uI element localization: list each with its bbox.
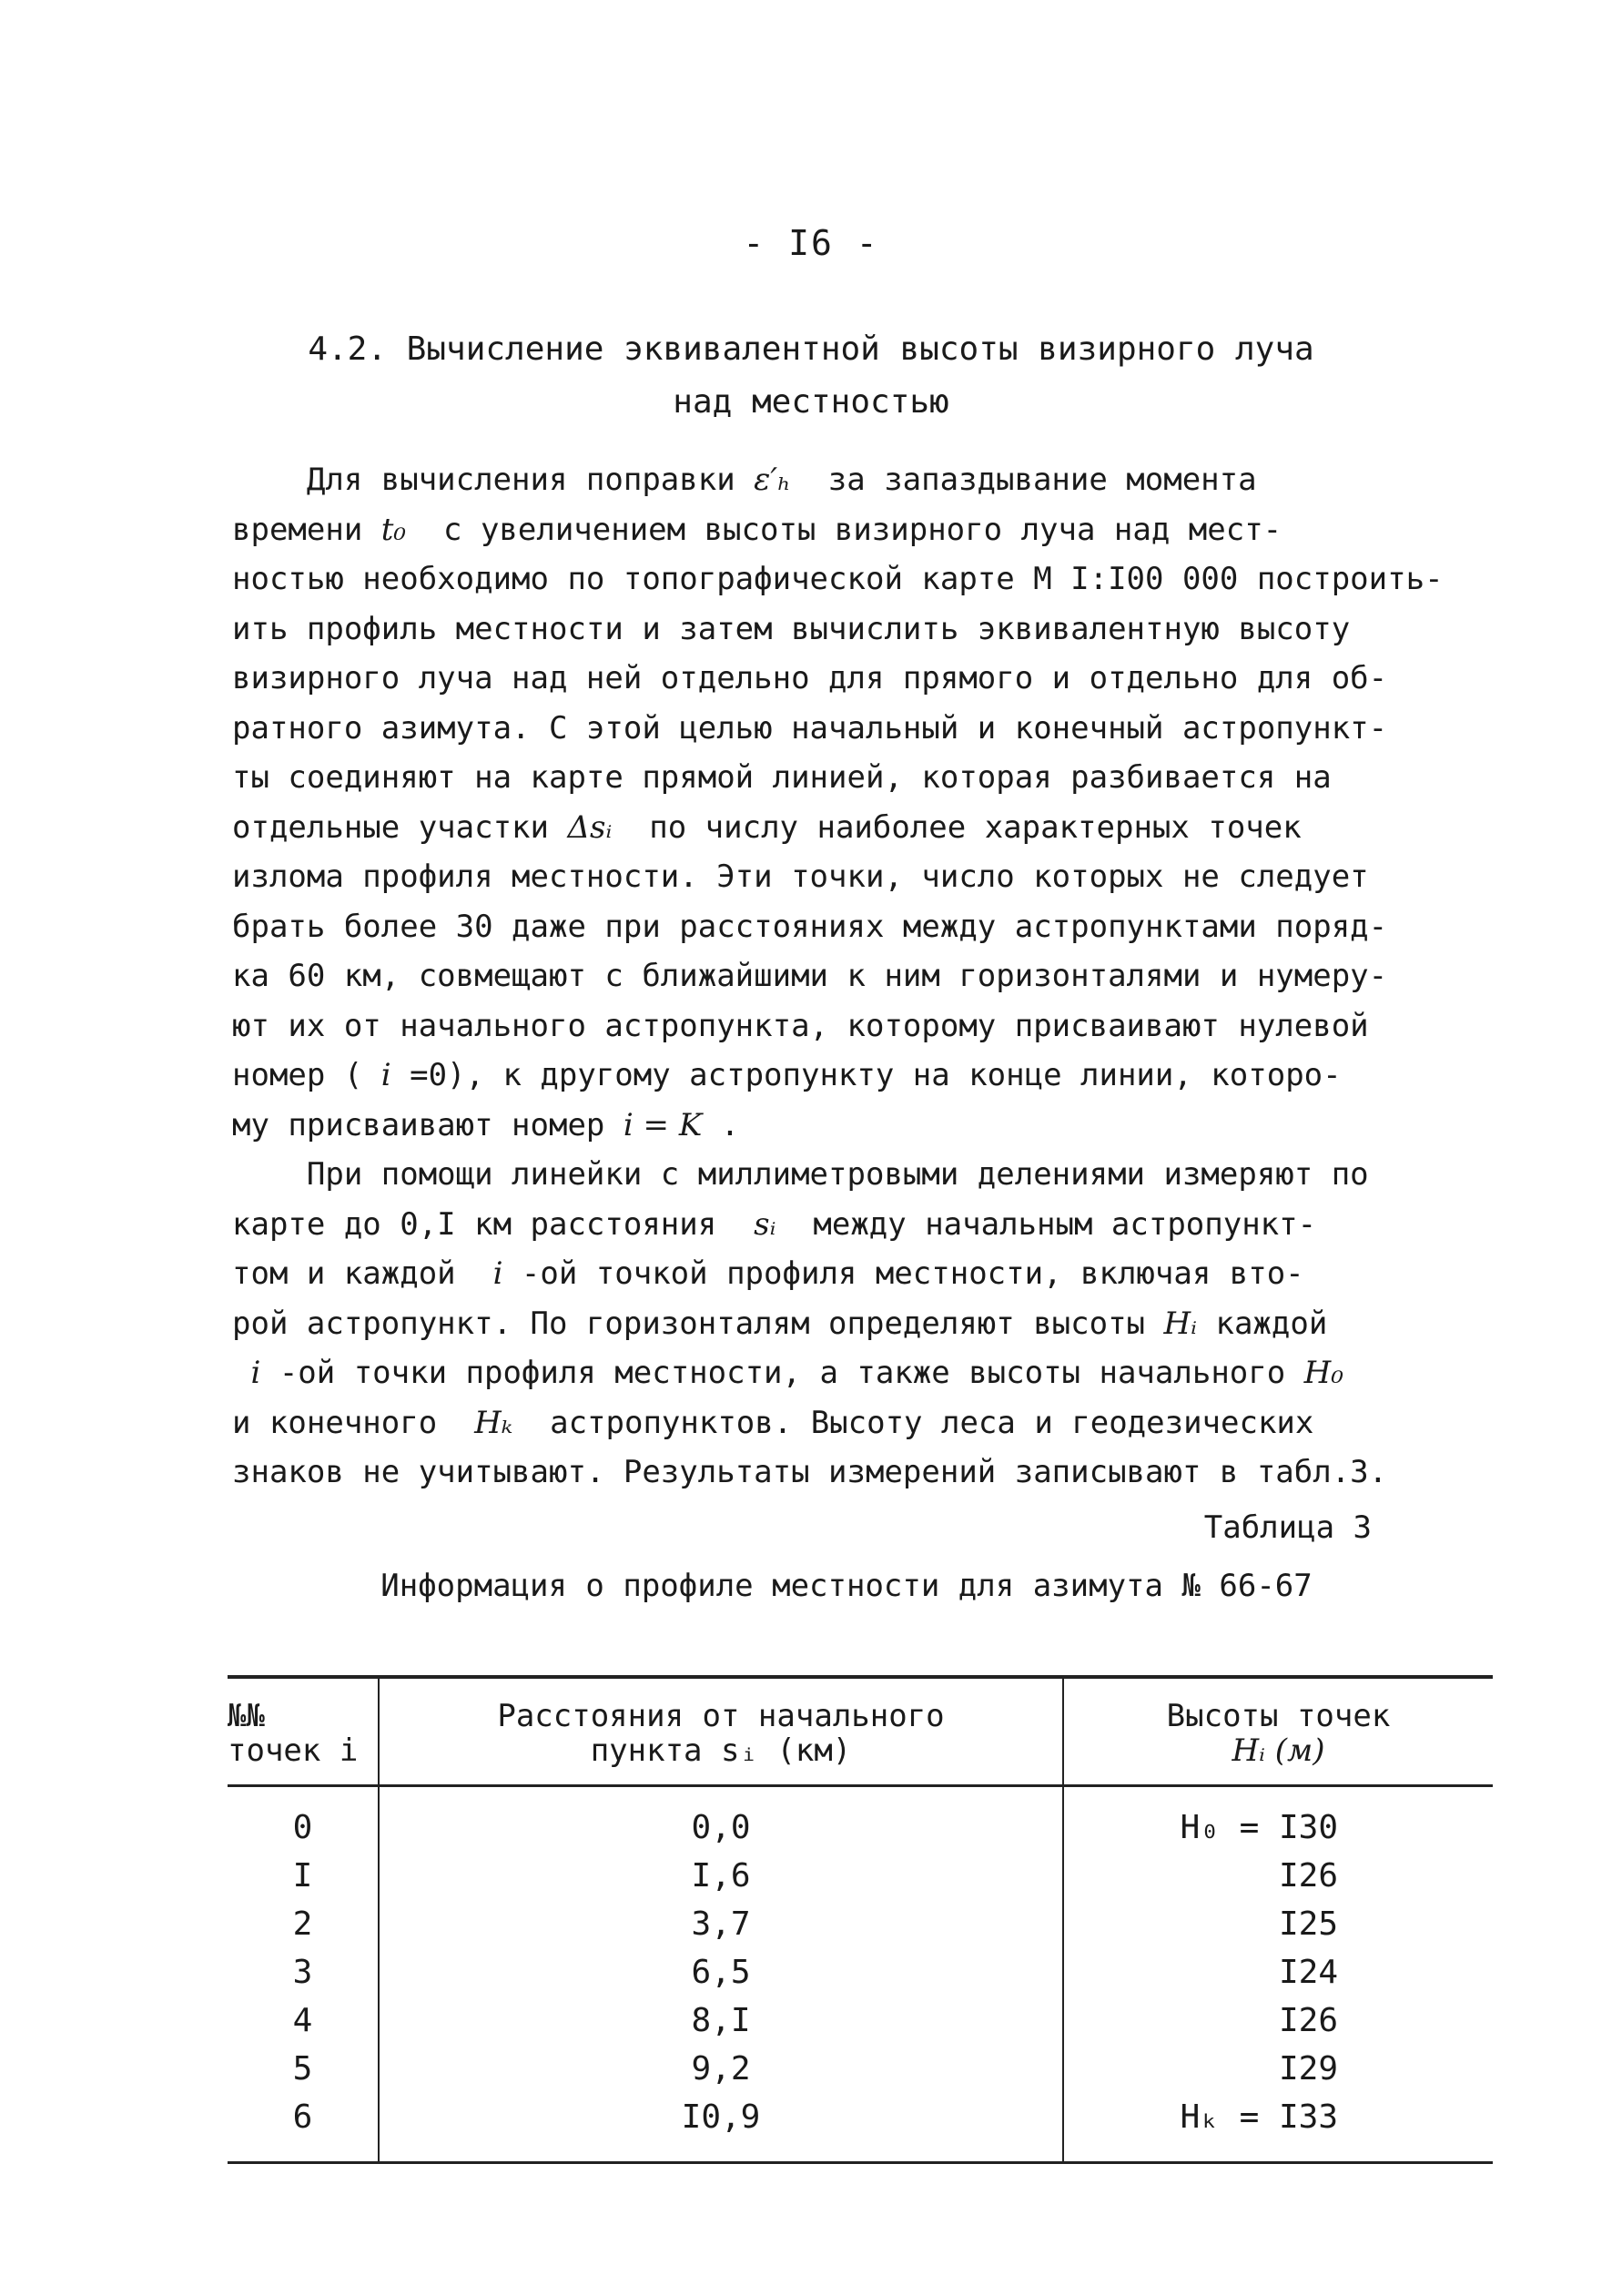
text-span: рой астропункт. По горизонталям определяют высоты bbox=[232, 1305, 1164, 1342]
header-text: №№ bbox=[228, 1698, 265, 1734]
cell-height: I25 bbox=[1278, 1905, 1338, 1943]
text-line bbox=[232, 554, 1470, 604]
cell-distance: 9,2 bbox=[379, 2045, 1063, 2093]
cell-point-index: 5 bbox=[228, 2045, 379, 2093]
symbol-hk: Hₖ bbox=[474, 1404, 513, 1441]
cell-point-index: 4 bbox=[228, 1996, 379, 2045]
text-span: по числу наиболее характерных точек bbox=[612, 808, 1302, 846]
text-line: брать более 30 даже при расстояниях между астропунктами поряд- bbox=[232, 908, 1388, 945]
cell-distance: 6,5 bbox=[379, 1948, 1063, 1996]
symbol-h0: H₀ bbox=[1303, 1355, 1343, 1391]
text-line bbox=[232, 1101, 1470, 1151]
symbol-epsilon: ε′ₕ bbox=[754, 462, 791, 498]
cell-distance: I0,9 bbox=[379, 2093, 1063, 2163]
text-span: отдельные участки bbox=[232, 808, 568, 846]
text-line bbox=[232, 1348, 1470, 1398]
symbol-h-i: Hᵢ bbox=[1163, 1305, 1197, 1342]
symbol-delta-s: Δsᵢ bbox=[567, 808, 613, 846]
symbol-i-equals-k: i = K bbox=[623, 1106, 703, 1143]
cell-distance: 3,7 bbox=[379, 1900, 1063, 1948]
text-span: астропунктов. Высоту леса и геодезических bbox=[512, 1404, 1314, 1441]
header-text: Высоты точек bbox=[1166, 1698, 1391, 1734]
text-span: между начальным астропункт- bbox=[776, 1205, 1317, 1243]
symbol-i: i bbox=[250, 1355, 261, 1391]
heading-line-1: 4.2. Вычисление эквивалентной высоты визирного луча bbox=[308, 330, 1314, 368]
text-span: том и каждой bbox=[232, 1255, 493, 1292]
text-span: - bbox=[1424, 561, 1444, 597]
cell-point-index: 2 bbox=[228, 1900, 379, 1948]
cell-distance: I,6 bbox=[379, 1852, 1063, 1900]
text-line: ить профиль местности и затем вычислить эквивалентную высоту bbox=[232, 610, 1351, 647]
text-span: . bbox=[702, 1106, 740, 1143]
table-row bbox=[228, 1996, 1493, 2045]
cell-height: I26 bbox=[1278, 1857, 1338, 1895]
header-text: точек i bbox=[228, 1732, 359, 1769]
text-span: му присваивают номер bbox=[232, 1106, 623, 1143]
cell-point-index: 6 bbox=[228, 2093, 379, 2163]
cell-point-index: I bbox=[228, 1852, 379, 1900]
header-point-number bbox=[228, 1677, 379, 1786]
text-span: времени bbox=[232, 511, 381, 548]
header-text: пункта sᵢ (км) bbox=[590, 1732, 852, 1769]
text-span: за запаздывание момента bbox=[790, 462, 1257, 498]
text-span: с увеличением высоты визирного луча над мест- bbox=[406, 511, 1282, 548]
text-span: =0), к другому астропункту на конце линии, которо- bbox=[390, 1057, 1342, 1093]
text-span: ностью необходимо по топографической карте М I:I00 000 построить bbox=[232, 561, 1425, 597]
header-height bbox=[1063, 1677, 1493, 1786]
cell-distance: 0,0 bbox=[379, 1786, 1063, 1853]
cell-height: Hₖ = I33 bbox=[1063, 2093, 1493, 2163]
text-line: ка 60 км, совмещают с ближайшими к ним горизонталями и нумеру- bbox=[232, 958, 1388, 994]
table-header-row bbox=[228, 1677, 1493, 1786]
table-row bbox=[228, 2045, 1493, 2093]
text-span: и конечного bbox=[232, 1404, 475, 1441]
symbol-t0: t₀ bbox=[380, 511, 407, 548]
text-span: каждой bbox=[1197, 1305, 1328, 1342]
profile-table bbox=[228, 1675, 1493, 2164]
header-distance bbox=[379, 1677, 1063, 1786]
text-line: ют их от начального астропункта, которому присваивают нулевой bbox=[232, 1007, 1369, 1044]
text-span: Для вычисления поправки bbox=[232, 462, 755, 498]
table-row bbox=[228, 1786, 1493, 1853]
text-line bbox=[232, 1299, 1470, 1349]
text-line: При помощи линейки с миллиметровыми делениями измеряют по bbox=[232, 1156, 1369, 1193]
cell-height: I29 bbox=[1278, 2050, 1338, 2088]
text-span: -ой точкой профиля местности, включая вто- bbox=[502, 1255, 1304, 1292]
table-row bbox=[228, 2093, 1493, 2163]
page-number: - I6 - bbox=[743, 223, 879, 263]
symbol-i: i bbox=[380, 1057, 391, 1093]
symbol-s-i: sᵢ bbox=[754, 1205, 776, 1243]
text-line: знаков не учитывают. Результаты измерений записывают в табл.3. bbox=[232, 1454, 1388, 1490]
body-text bbox=[232, 455, 1470, 1498]
table-number: Таблица 3 bbox=[1203, 1509, 1372, 1546]
text-span: номер ( bbox=[232, 1057, 381, 1093]
text-line bbox=[232, 1398, 1470, 1448]
cell-height: H₀ = I30 bbox=[1180, 1809, 1338, 1846]
text-line: излома профиля местности. Эти точки, число которых не следует bbox=[232, 858, 1369, 895]
table-row bbox=[228, 1852, 1493, 1900]
table-row bbox=[228, 1900, 1493, 1948]
cell-point-index: 0 bbox=[228, 1786, 379, 1853]
cell-distance: 8,I bbox=[379, 1996, 1063, 2045]
table-title: Информация о профиле местности для азимута № 66-67 bbox=[380, 1568, 1313, 1604]
text-span: -ой точки профиля местности, а также высоты начального bbox=[260, 1355, 1304, 1391]
header-text: Расстояния от начального bbox=[497, 1698, 945, 1734]
text-line bbox=[232, 1200, 1470, 1250]
section-heading bbox=[0, 323, 1622, 429]
text-line bbox=[232, 505, 1470, 555]
cell-height: I26 bbox=[1278, 2002, 1338, 2039]
symbol-i: i bbox=[492, 1255, 503, 1292]
text-line bbox=[232, 803, 1470, 853]
text-span bbox=[232, 1355, 250, 1391]
cell-point-index: 3 bbox=[228, 1948, 379, 1996]
heading-line-2: над местностью bbox=[673, 383, 949, 421]
table-row bbox=[228, 1948, 1493, 1996]
cell-height: I24 bbox=[1278, 1954, 1338, 1991]
text-line: визирного луча над ней отдельно для прямого и отдельно для об- bbox=[232, 660, 1388, 696]
text-line: ты соединяют на карте прямой линией, которая разбивается на bbox=[232, 759, 1332, 796]
text-span: карте до 0,I км расстояния bbox=[232, 1205, 755, 1243]
text-line bbox=[232, 1249, 1470, 1299]
text-line bbox=[232, 455, 1470, 505]
text-line: ратного азимута. С этой целью начальный и конечный астропункт- bbox=[232, 709, 1388, 747]
header-text: Hᵢ (м) bbox=[1232, 1732, 1325, 1769]
text-line bbox=[232, 1051, 1470, 1101]
